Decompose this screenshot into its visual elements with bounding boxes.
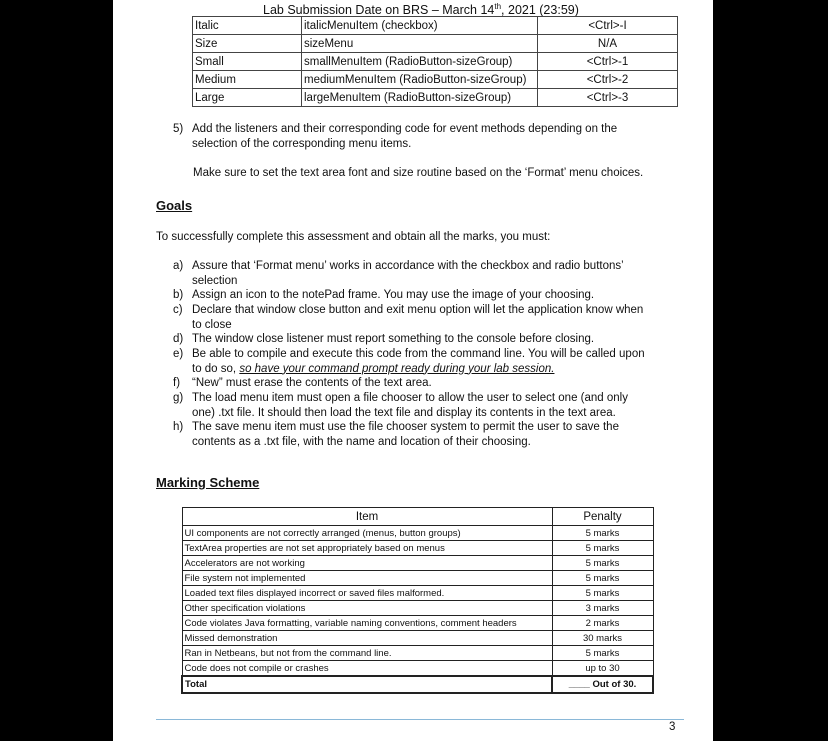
- table-row: Other specification violations 3 marks: [182, 601, 653, 616]
- table-row: Code violates Java formatting, variable naming conventions, comment headers 2 marks: [182, 616, 653, 631]
- table-row: TextArea properties are not set appropriately based on menus 5 marks: [182, 541, 653, 556]
- marking-scheme-heading: Marking Scheme: [156, 475, 260, 490]
- table-row: Medium mediumMenuItem (RadioButton-sizeGroup) <Ctrl>-2: [193, 71, 678, 89]
- page-header: Lab Submission Date on BRS – March 14th, 2021 (23:59): [263, 2, 579, 18]
- menu-items-table: [192, 16, 678, 107]
- table-row: Loaded text files displayed incorrect or saved files malformed. 5 marks: [182, 586, 653, 601]
- table-total-row: Total ____ Out of 30.: [182, 676, 653, 693]
- table-row: Code does not compile or crashes up to 30: [182, 661, 653, 677]
- footer-divider: [156, 719, 684, 720]
- table-header-row: Item Penalty: [182, 508, 653, 526]
- table-row: Missed demonstration 30 marks: [182, 631, 653, 646]
- table-row: Size sizeMenu N/A: [193, 35, 678, 53]
- goals-intro: To successfully complete this assessment and obtain all the marks, you must:: [156, 231, 551, 243]
- marking-scheme-table: [181, 507, 654, 694]
- table-row: File system not implemented 5 marks: [182, 571, 653, 586]
- table-row: Italic italicMenuItem (checkbox) <Ctrl>-I: [193, 17, 678, 35]
- table-row: Small smallMenuItem (RadioButton-sizeGroup) <Ctrl>-1: [193, 53, 678, 71]
- step-5-note: Make sure to set the text area font and size routine based on the ‘Format’ menu choices.: [193, 167, 644, 179]
- table-row: Large largeMenuItem (RadioButton-sizeGroup) <Ctrl>-3: [193, 89, 678, 107]
- page-number: 3: [669, 721, 676, 733]
- document-page: Lab Submission Date on BRS – March 14th, 2021 (23:59) Italic italicMenuItem (checkbox) <Ctrl>-I Size sizeMenu N/A Small smallMenuItem (RadioButton-sizeGroup) <Ctrl>-1 Medium mediumMenuItem (RadioButton-sizeGroup) <Ctrl>-2 Large largeMenuItem (RadioButton-sizeGroup) <Ctrl>-3 5) Add the listeners and their corresponding code for event methods depending on the selection of the corresponding menu items. Make sure to set the text area font and size routine based on the ‘Format’ menu choices. Goals To successfully complete this assessment and obtain all the marks, you must: a) Assure that ‘Format menu’ works in accordance with the checkbox and radio buttons’ selection b) Assign an icon to the notePad frame. You may use the image of your choosing. c) Declare that window close button and exit menu option will let the application know when to close d) The window close listener must report something to the console before closing. e) Be able to compile and execute this code from the command line. You will be called upon to do so, so have your command prompt ready during your lab session. f) “New” must erase the contents of the text area. g) The load menu item must open a file chooser to allow the user to select one (and only one) .txt file. It should then load the text file and display its contents in the text area. h) The save menu item must use the file chooser system to permit the user to save the contents as a .txt file, with the name and location of their choosing. Marking Scheme Item Penalty UI components are not correctly arranged (menus, button groups) 5 marks TextArea properties are not set appropriately based on menus 5 marks Accelerators are not working 5 marks File system not implemented 5 marks Loaded text files displayed incorrect or saved files malformed. 5 marks Other specification violations 3 marks Code violates Java formatting, variable naming conventions, comment headers 2 marks Missed demonstration 30 marks Ran in Netbeans, but not from the command line. 5 marks Code does not compile or crashes up to 30 Total ____ Out of 30. 3: [113, 0, 713, 741]
- table-row: Ran in Netbeans, but not from the command line. 5 marks: [182, 646, 653, 661]
- table-row: Accelerators are not working 5 marks: [182, 556, 653, 571]
- table-row: UI components are not correctly arranged (menus, button groups) 5 marks: [182, 526, 653, 541]
- goals-heading: Goals: [156, 198, 193, 213]
